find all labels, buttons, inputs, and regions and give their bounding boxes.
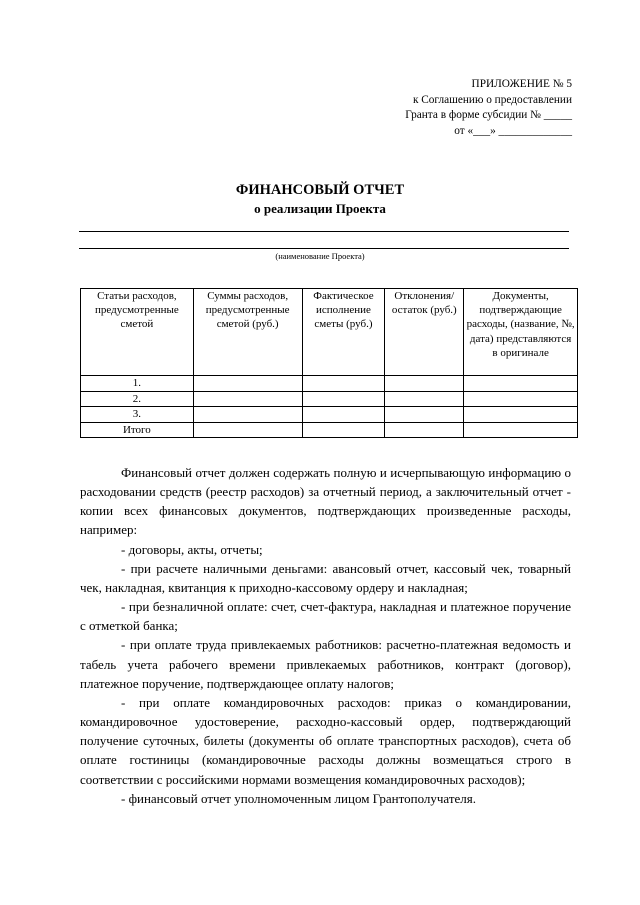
col-header-deviation: Отклонения/ остаток (руб.) [385,289,464,376]
project-name-caption: (наименование Проекта) [275,251,365,261]
table-cell [302,376,385,392]
col-header-budgeted-amounts: Суммы расходов, предусмотренные сметой (руб.) [193,289,302,376]
table-row [81,391,578,407]
table-cell [385,376,464,392]
financial-report-table [80,288,578,438]
col-header-actual-execution: Фактическое исполнение сметы (руб.) [302,289,385,376]
row-label: 2. [81,391,194,407]
appendix-agreement-ref: к Соглашению о предоставлении [412,93,572,106]
table-cell [385,407,464,423]
table-cell [193,391,302,407]
table-row [81,407,578,423]
table-cell [464,407,578,423]
row-label: 1. [81,376,194,392]
table-cell [193,376,302,392]
col-header-documents: Документы, подтверждающие расходы, (название, №, дата) представляются в оригинале [464,289,578,376]
report-title: ФИНАНСОВЫЙ ОТЧЕТ [235,182,405,198]
table-header-row [81,289,578,376]
project-name-line-2 [79,248,569,249]
appendix-grant-number: Гранта в форме субсидии № _____ [405,109,572,121]
table-cell [193,407,302,423]
table-cell [464,376,578,392]
table-cell [193,422,302,438]
list-item: - финансовый отчет уполномоченным лицом Грантополучателя. [121,790,477,806]
list-item: - при расчете наличными деньгами: авансовый отчет, кассовый чек, товарный чек, накладная, квитанция к приходно-кассовому ордеру и накладная; [80,560,571,595]
appendix-date: от «___» _____________ [454,124,572,137]
table-cell [302,422,385,438]
total-label: Итого [81,422,194,438]
list-item: - при оплате труда привлекаемых работников: расчетно-платежная ведомость и табель учета рабочего времени привлекаемых работников, контракт (договор), платежное поручение, подтверждающее оплату налогов; [80,637,571,691]
table-cell [302,391,385,407]
table-cell [385,422,464,438]
instructions-intro: Финансовый отчет должен содержать полную и исчерпывающую информацию о расходовании средств (реестр расходов) за отчетный период, а заключительный отчет - копии всех финансовых документов, подтверждающих произведенные расходы, например: [80,465,571,538]
table-cell [385,391,464,407]
table-row [81,376,578,392]
list-item: - при оплате командировочных расходов: приказ о командировании, командировочное удостоверение, расходно-кассовый ордер, подтверждающий получение суточных, билеты (документы об оплате транспортных расходов), счета об оплате гостиницы (командировочные расходы должны возмещаться строго в соответствии с российскими нормами возмещения командировочных расходов); [80,694,571,787]
list-item: - при безналичной оплате: счет, счет-фактура, накладная и платежное поручение с отметкой банка; [80,599,571,634]
appendix-number: ПРИЛОЖЕНИЕ № 5 [471,78,572,90]
table-total-row [81,422,578,438]
row-label: 3. [81,407,194,423]
table-cell [464,422,578,438]
col-header-expense-items: Статьи расходов, предусмотренные сметой [81,289,194,376]
table-cell [302,407,385,423]
list-item: - договоры, акты, отчеты; [121,541,263,557]
appendix-header [405,77,572,139]
project-name-line-1 [79,231,569,232]
report-instructions [80,463,571,808]
report-subtitle: о реализации Проекта [254,201,386,216]
table-cell [464,391,578,407]
